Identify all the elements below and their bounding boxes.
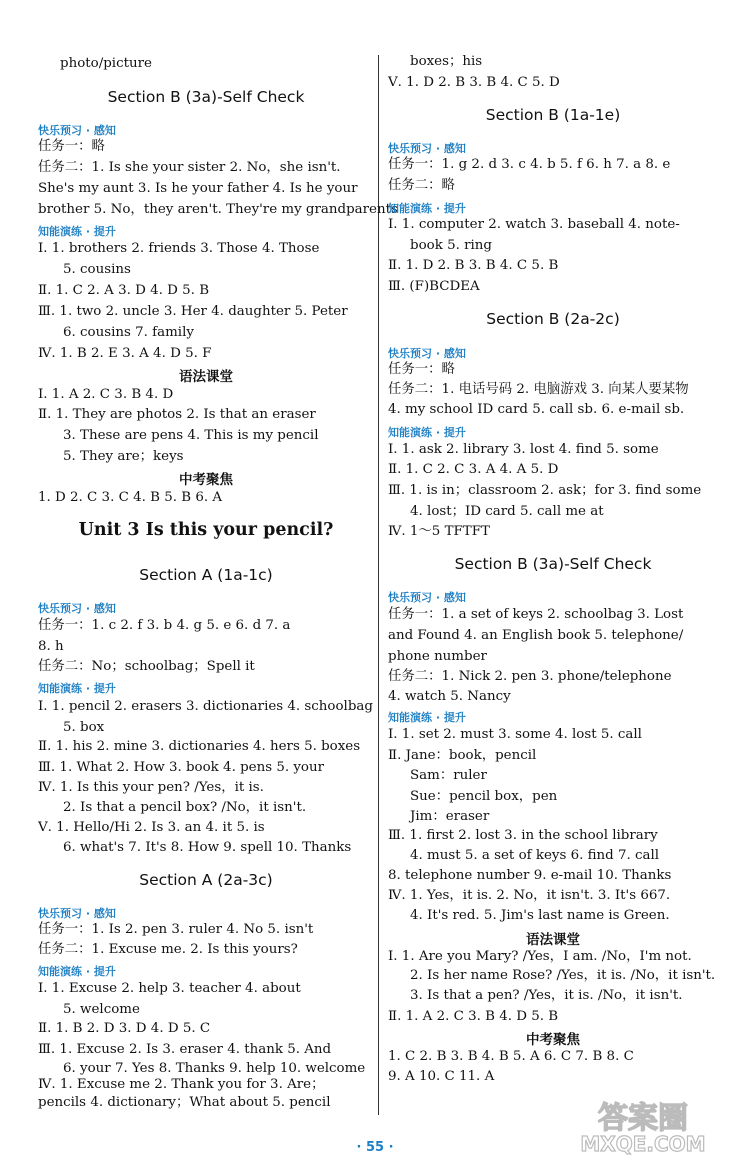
answer-line: 任务二：1. Is she your sister 2. No，she isn't. [38,160,341,175]
watermark-top: 答案圈 [598,1101,688,1136]
unit-title: Unit 3 Is this your pencil? [78,520,334,540]
answer-line: Ⅴ. 1. Hello/Hi 2. Is 3. an 4. it 5. is [38,820,265,835]
preview-tag: 快乐预习 · 感知 [38,602,116,615]
answer-line: phone number [388,649,487,664]
answer-line: 任务二：1. 电话号码 2. 电脑游戏 3. 向某人要某物 [388,382,689,397]
answer-line: 8. h [38,639,64,654]
answer-line: 任务二：1. Excuse me. 2. Is this yours? [38,942,298,957]
answer-line: Ⅲ. 1. two 2. uncle 3. Her 4. daughter 5. Peter [38,304,348,319]
practice-tag: 知能演练 · 提升 [38,965,116,978]
watermark-bottom: MXQE.COM [580,1132,706,1156]
answer-line: Ⅱ. 1. his 2. mine 3. dictionaries 4. hers 5. boxes [38,739,361,754]
answer-line: Ⅱ. 1. B 2. D 3. D 4. D 5. C [38,1021,211,1036]
answer-line: 4. It's red. 5. Jim's last name is Green. [410,908,670,923]
answer-line: Ⅰ. 1. ask 2. library 3. lost 4. find 5. some [388,442,659,457]
answer-line: 3. Is that a pen? /Yes，it is. /No，it isn't. [410,988,683,1003]
answer-line: 任务二：1. Nick 2. pen 3. phone/telephone [388,669,672,684]
answer-line: 任务一：1. c 2. f 3. b 4. g 5. e 6. d 7. a [38,618,291,633]
page-number: · 55 · [356,1140,394,1155]
answer-line: 5. cousins [63,262,131,277]
answer-line: Ⅳ. 1～5 TFTFT [388,524,490,539]
answer-line: 任务二：略 [388,178,455,193]
answer-line: Ⅱ. 1. C 2. A 3. D 4. D 5. B [38,283,210,298]
answer-line: Ⅰ. 1. Are you Mary? /Yes，I am. /No，I'm not. [388,949,692,964]
answer-line: 任务二：No；schoolbag；Spell it [38,659,255,674]
answer-line: Ⅲ. 1. is in；classroom 2. ask；for 3. find some [388,483,702,498]
answer-line: Ⅴ. 1. D 2. B 3. B 4. C 5. D [388,75,560,90]
answer-line: 6. your 7. Yes 8. Thanks 9. help 10. welcome [63,1061,366,1076]
answer-line: Ⅰ. 1. A 2. C 3. B 4. D [38,387,174,402]
answer-line: 8. telephone number 9. e-mail 10. Thanks [388,868,672,883]
preview-tag: 快乐预习 · 感知 [388,142,466,155]
answer-line: 4. lost；ID card 5. call me at [410,504,604,519]
answer-line: 任务一：略 [38,139,105,154]
answer-line: boxes；his [410,54,483,69]
preview-tag: 快乐预习 · 感知 [388,347,466,360]
exam-focus-heading: 中考聚焦 [526,1032,580,1048]
answer-line: 任务一：1. g 2. d 3. c 4. b 5. f 6. h 7. a 8. e [388,157,671,172]
answer-line: Ⅰ. 1. brothers 2. friends 3. Those 4. Those [38,241,320,256]
answer-line: 1. D 2. C 3. C 4. B 5. B 6. A [38,490,223,505]
answer-line: 6. what's 7. It's 8. How 9. spell 10. Thanks [63,840,352,855]
answer-line: 1. C 2. B 3. B 4. B 5. A 6. C 7. B 8. C [388,1049,634,1064]
answer-line: 4. watch 5. Nancy [388,689,511,704]
watermark-logo [548,1096,738,1156]
answer-line: Ⅰ. 1. pencil 2. erasers 3. dictionaries 4. schoolbag [38,699,373,714]
answer-line: Ⅱ. 1. They are photos 2. Is that an eraser [38,407,316,422]
section-heading: Section B (3a)-Self Check [454,555,652,573]
section-heading: Section A (1a-1c) [139,566,273,584]
practice-tag: 知能演练 · 提升 [388,202,466,215]
answer-line: 9. A 10. C 11. A [388,1069,495,1084]
practice-tag: 知能演练 · 提升 [38,225,116,238]
answer-line: Ⅱ. 1. A 2. C 3. B 4. D 5. B [388,1009,559,1024]
section-heading: Section B (3a)-Self Check [107,88,305,106]
answer-line: Ⅱ. Jane：book，pencil [388,748,537,763]
answer-line: Ⅰ. 1. computer 2. watch 3. baseball 4. note- [388,217,680,232]
answer-line: pencils 4. dictionary；What about 5. pencil [38,1095,331,1110]
section-heading: Section A (2a-3c) [139,871,273,889]
answer-line: Ⅳ. 1. Is this your pen? /Yes，it is. [38,780,264,795]
grammar-heading: 语法课堂 [179,369,233,385]
answer-line: Sue：pencil box，pen [410,789,558,804]
answer-line: Ⅲ. 1. Excuse 2. Is 3. eraser 4. thank 5. And [38,1042,332,1057]
answer-line: 3. These are pens 4. This is my pencil [63,428,319,443]
exam-focus-heading: 中考聚焦 [179,472,233,488]
answer-line: Ⅲ. 1. What 2. How 3. book 4. pens 5. your [38,760,325,775]
answer-line: Ⅰ. 1. Excuse 2. help 3. teacher 4. about [38,981,301,996]
practice-tag: 知能演练 · 提升 [388,426,466,439]
answer-line: She's my aunt 3. Is he your father 4. Is he your [38,181,358,196]
answer-line: book 5. ring [410,238,492,253]
answer-line: Sam：ruler [410,768,487,783]
answer-line: Ⅲ. 1. first 2. lost 3. in the school library [388,828,658,843]
preview-tag: 快乐预习 · 感知 [38,907,116,920]
section-heading: Section B (2a-2c) [486,310,620,328]
answer-line: Ⅳ. 1. Excuse me 2. Thank you for 3. Are； [38,1077,325,1092]
practice-tag: 知能演练 · 提升 [388,711,466,724]
answer-line: Ⅱ. 1. D 2. B 3. B 4. C 5. B [388,258,559,273]
preview-tag: 快乐预习 · 感知 [38,124,116,137]
answer-line: 4. must 5. a set of keys 6. find 7. call [410,848,660,863]
answer-line: brother 5. No，they aren't. They're my grandparents [38,202,398,217]
answer-line: 5. box [63,720,105,735]
answer-line: 2. Is her name Rose? /Yes，it is. /No，it isn't. [410,968,716,983]
section-heading: Section B (1a-1e) [485,106,621,124]
answer-line: Ⅱ. 1. C 2. C 3. A 4. A 5. D [388,462,559,477]
answer-line: 任务一：略 [388,362,455,377]
answer-line: 5. welcome [63,1002,140,1017]
answer-line: photo/picture [60,56,152,71]
answer-line: Ⅲ. (F)BCDEA [388,279,480,294]
answer-line: 任务一：1. Is 2. pen 3. ruler 4. No 5. isn't [38,922,314,937]
preview-tag: 快乐预习 · 感知 [388,591,466,604]
answer-line: Ⅳ. 1. B 2. E 3. A 4. D 5. F [38,346,212,361]
practice-tag: 知能演练 · 提升 [38,682,116,695]
answer-line: and Found 4. an English book 5. telephone/ [388,628,684,643]
answer-line: Ⅰ. 1. set 2. must 3. some 4. lost 5. call [388,727,642,742]
answer-line: 2. Is that a pencil box? /No，it isn't. [63,800,307,815]
answer-line: 5. They are；keys [63,449,184,464]
answer-line: Jim：eraser [410,809,490,824]
answer-line: 6. cousins 7. family [63,325,194,340]
grammar-heading: 语法课堂 [526,932,580,948]
answer-line: 4. my school ID card 5. call sb. 6. e-mail sb. [388,402,685,417]
answer-line: 任务一：1. a set of keys 2. schoolbag 3. Lost [388,607,684,622]
answer-line: Ⅳ. 1. Yes，it is. 2. No，it isn't. 3. It's 667. [388,888,671,903]
